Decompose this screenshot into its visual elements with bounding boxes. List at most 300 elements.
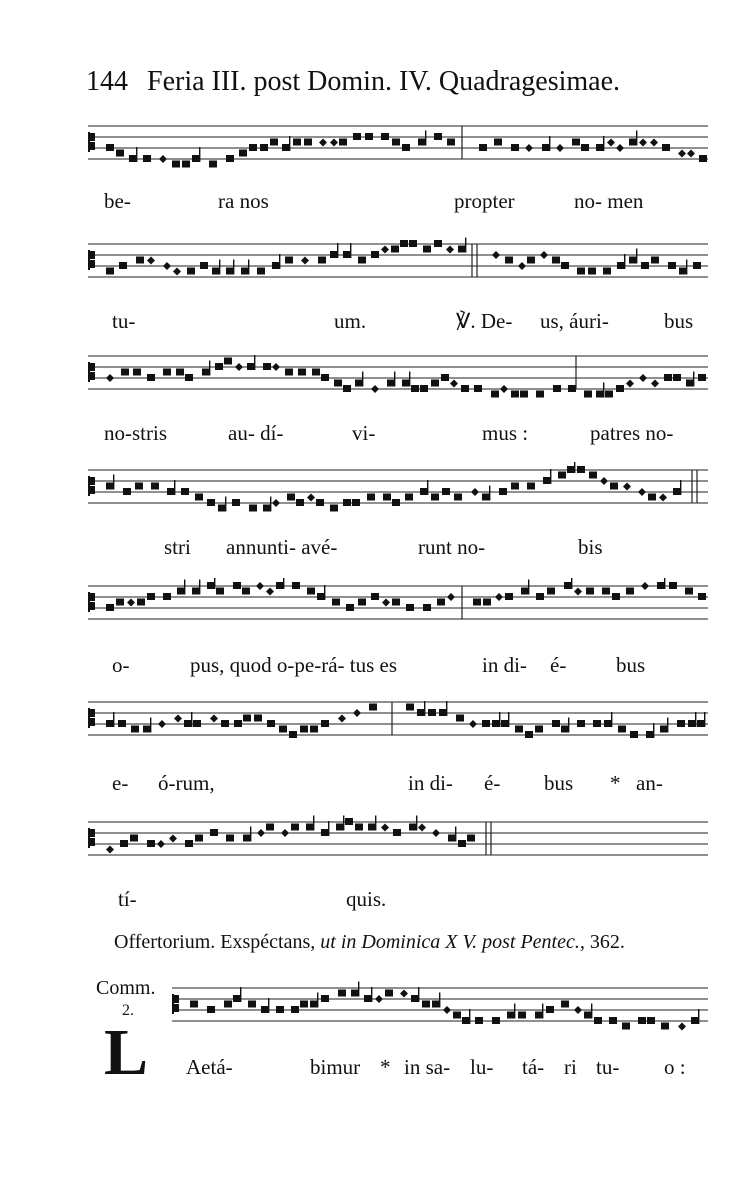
rhombus-note — [678, 150, 686, 158]
square-note — [367, 494, 375, 501]
square-note — [475, 1017, 483, 1024]
square-note — [243, 835, 251, 842]
square-note — [618, 726, 626, 733]
square-note — [330, 251, 338, 258]
note-stem — [704, 712, 705, 727]
square-note — [661, 1023, 669, 1030]
square-note — [385, 990, 393, 997]
rhombus-note — [330, 139, 338, 147]
square-note — [492, 720, 500, 727]
square-note — [181, 488, 189, 495]
square-note — [130, 835, 138, 842]
note-stem — [591, 1004, 592, 1019]
square-note — [296, 499, 304, 506]
square-note — [216, 588, 224, 595]
square-note — [291, 824, 299, 831]
square-note — [321, 720, 329, 727]
square-note — [552, 257, 560, 264]
square-note — [411, 995, 419, 1002]
square-note — [182, 161, 190, 168]
square-note — [588, 268, 596, 275]
square-note — [263, 363, 271, 370]
square-note — [343, 385, 351, 392]
square-note — [561, 262, 569, 269]
square-note — [147, 374, 155, 381]
staff — [0, 980, 753, 1044]
square-note — [336, 824, 344, 831]
square-note — [685, 588, 693, 595]
note-stem — [150, 718, 151, 733]
note-stem — [446, 701, 447, 716]
note-stem — [225, 497, 226, 512]
communion-mode: 2. — [122, 1002, 134, 1019]
square-note — [116, 599, 124, 606]
square-note — [276, 582, 284, 589]
square-note — [629, 257, 637, 264]
page-header — [86, 64, 726, 100]
square-note — [473, 599, 481, 606]
square-note — [285, 369, 293, 376]
note-stem — [653, 723, 654, 738]
note-stem — [469, 1009, 470, 1024]
rhombus-note — [525, 144, 533, 152]
note-stem — [240, 987, 241, 1002]
note-stem — [489, 486, 490, 501]
note-stem — [514, 1004, 515, 1019]
square-note — [668, 262, 676, 269]
note-stem — [542, 1004, 543, 1019]
square-note — [226, 268, 234, 275]
square-note — [428, 709, 436, 716]
lyrics-line — [0, 534, 753, 564]
square-note — [474, 385, 482, 392]
square-note — [123, 488, 131, 495]
note-stem — [248, 260, 249, 275]
rhombus-note — [381, 824, 389, 832]
square-note — [461, 385, 469, 392]
square-note — [306, 824, 314, 831]
square-note — [321, 374, 329, 381]
square-note — [616, 385, 624, 392]
note-stem — [568, 718, 569, 733]
square-note — [662, 144, 670, 151]
square-note — [437, 599, 445, 606]
rhombus-note — [518, 262, 526, 270]
note-stem — [337, 243, 338, 258]
square-note — [501, 720, 509, 727]
rhombus-note — [650, 139, 658, 147]
note-stem — [199, 580, 200, 595]
square-note — [418, 139, 426, 146]
square-note — [215, 363, 223, 370]
staff — [0, 236, 753, 302]
note-stem — [409, 372, 410, 387]
square-note — [133, 369, 141, 376]
rhombus-note — [381, 246, 389, 254]
square-note — [521, 588, 529, 595]
square-note — [167, 488, 175, 495]
rhombus-note — [678, 1023, 686, 1031]
note-stem — [394, 372, 395, 387]
square-note — [200, 262, 208, 269]
rhombus-note — [158, 720, 166, 728]
square-note — [669, 582, 677, 589]
square-note — [364, 995, 372, 1002]
syllable: ó-rum, — [158, 771, 215, 795]
square-note — [371, 251, 379, 258]
square-note — [369, 704, 377, 711]
square-note — [651, 257, 659, 264]
syllable: in di- — [408, 771, 453, 795]
square-note — [247, 363, 255, 370]
square-note — [697, 720, 705, 727]
square-note — [492, 1017, 500, 1024]
square-note — [536, 593, 544, 600]
square-note — [358, 599, 366, 606]
note-stem — [680, 480, 681, 495]
rhombus-note — [257, 829, 265, 837]
lyrics-line — [0, 420, 753, 450]
square-note — [439, 709, 447, 716]
square-note — [520, 391, 528, 398]
rhombus-note — [687, 150, 695, 158]
square-note — [564, 582, 572, 589]
square-note — [151, 483, 159, 490]
rhombus-note — [169, 835, 177, 843]
note-stem — [636, 131, 637, 146]
square-note — [242, 588, 250, 595]
note-stem — [549, 136, 550, 151]
rubric-incipit: Exspéctans, — [220, 931, 316, 953]
note-stem — [313, 816, 314, 831]
square-note — [119, 262, 127, 269]
note-stem — [624, 254, 625, 269]
note-stem — [233, 260, 234, 275]
drop-initial: L — [104, 1016, 149, 1089]
rhombus-note — [281, 829, 289, 837]
square-note — [577, 466, 585, 473]
square-note — [664, 374, 672, 381]
square-note — [226, 835, 234, 842]
rhombus-note — [371, 385, 379, 393]
square-note — [577, 268, 585, 275]
rhombus-note — [495, 593, 503, 601]
syllable: ℣. De- — [456, 309, 513, 333]
square-note — [254, 715, 262, 722]
square-note — [527, 257, 535, 264]
square-note — [270, 139, 278, 146]
syllable: be- — [104, 189, 131, 213]
square-note — [383, 494, 391, 501]
rhombus-note — [353, 709, 361, 717]
communion-label: Comm. — [96, 977, 156, 999]
clef-icon — [88, 362, 90, 382]
syllable: bus — [616, 653, 646, 677]
square-note — [420, 385, 428, 392]
square-note — [646, 731, 654, 738]
square-note — [609, 1017, 617, 1024]
rhombus-note — [443, 1006, 451, 1014]
square-note — [143, 155, 151, 162]
staff — [0, 578, 753, 640]
square-note — [195, 835, 203, 842]
square-note — [406, 704, 414, 711]
note-stem — [191, 712, 192, 727]
rhombus-note — [319, 139, 327, 147]
square-note — [417, 709, 425, 716]
note-stem — [636, 249, 637, 264]
square-note — [304, 139, 312, 146]
square-note — [177, 588, 185, 595]
square-note — [431, 494, 439, 501]
rhombus-note — [147, 257, 155, 265]
square-note — [163, 593, 171, 600]
syllable: no- men — [574, 189, 644, 213]
syllable: é- — [484, 771, 501, 795]
square-note — [131, 726, 139, 733]
rhombus-note — [174, 715, 182, 723]
syllable: pus, quod o-pe-rá- tus es — [190, 653, 398, 677]
offertory-rubric — [114, 928, 724, 956]
syllable: ra nos — [218, 189, 269, 213]
square-note — [249, 144, 257, 151]
square-note — [423, 246, 431, 253]
rhombus-note — [638, 488, 646, 496]
square-note — [365, 133, 373, 140]
note-stem — [268, 998, 269, 1013]
square-note — [603, 268, 611, 275]
square-note — [638, 1017, 646, 1024]
square-note — [207, 1006, 215, 1013]
square-note — [525, 731, 533, 738]
syllable: bus — [544, 771, 574, 795]
rhombus-note — [127, 599, 135, 607]
square-note — [184, 720, 192, 727]
syllable: quis. — [346, 887, 387, 911]
clef-icon — [88, 476, 90, 496]
clef-icon — [172, 994, 174, 1014]
square-note — [147, 840, 155, 847]
square-note — [192, 155, 200, 162]
syllable: é- — [550, 653, 567, 677]
square-note — [483, 599, 491, 606]
rhombus-note — [540, 251, 548, 259]
note-stem — [328, 821, 329, 836]
square-note — [210, 829, 218, 836]
square-note — [307, 588, 315, 595]
syllable: annunti- avé- — [226, 535, 338, 559]
rubric-reference: ut in Dominica X V. post Pentec., — [320, 931, 585, 953]
note-stem — [209, 361, 210, 376]
syllable: e- — [112, 771, 129, 795]
rhombus-note — [616, 144, 624, 152]
square-note — [441, 374, 449, 381]
rhombus-note — [639, 139, 647, 147]
square-note — [332, 599, 340, 606]
page-number: 144 — [86, 66, 128, 97]
square-note — [552, 720, 560, 727]
square-note — [135, 483, 143, 490]
syllable: o- — [112, 653, 130, 677]
rhombus-note — [492, 251, 500, 259]
square-note — [316, 499, 324, 506]
square-note — [568, 385, 576, 392]
square-note — [321, 829, 329, 836]
square-note — [343, 499, 351, 506]
square-note — [679, 268, 687, 275]
square-note — [233, 582, 241, 589]
rhombus-note — [106, 846, 114, 854]
note-stem — [270, 497, 271, 512]
square-note — [392, 139, 400, 146]
square-note — [312, 369, 320, 376]
syllable: patres no- — [590, 421, 674, 445]
square-note — [232, 499, 240, 506]
rhombus-note — [272, 499, 280, 507]
rhombus-note — [626, 380, 634, 388]
square-note — [321, 995, 329, 1002]
square-note — [491, 391, 499, 398]
square-note — [190, 1001, 198, 1008]
square-note — [535, 726, 543, 733]
square-note — [677, 720, 685, 727]
rhombus-note — [307, 494, 315, 502]
lyrics-line — [0, 308, 753, 338]
rhombus-note — [659, 494, 667, 502]
rhombus-note — [447, 593, 455, 601]
note-stem — [199, 147, 200, 162]
square-note — [392, 599, 400, 606]
square-note — [391, 246, 399, 253]
square-note — [243, 715, 251, 722]
rhombus-note — [163, 262, 171, 270]
lyrics-line — [0, 188, 753, 218]
square-note — [494, 139, 502, 146]
syllable: in di- — [482, 653, 527, 677]
square-note — [409, 824, 417, 831]
square-note — [318, 257, 326, 264]
rhombus-note — [641, 582, 649, 590]
square-note — [192, 588, 200, 595]
square-note — [561, 1001, 569, 1008]
square-note — [577, 720, 585, 727]
square-note — [260, 144, 268, 151]
square-note — [626, 588, 634, 595]
staff — [0, 462, 753, 524]
square-note — [276, 1006, 284, 1013]
clef-icon — [88, 592, 90, 612]
square-note — [226, 155, 234, 162]
square-note — [120, 840, 128, 847]
note-stem — [371, 987, 372, 1002]
rhombus-note — [301, 257, 309, 265]
square-note — [610, 483, 618, 490]
square-note — [345, 818, 353, 825]
staff — [0, 118, 753, 178]
note-stem — [219, 260, 220, 275]
rhombus-note — [651, 380, 659, 388]
square-note — [267, 720, 275, 727]
rhombus-note — [471, 488, 479, 496]
square-note — [629, 139, 637, 146]
note-stem — [455, 827, 456, 842]
square-note — [558, 472, 566, 479]
syllable: us, áuri- — [540, 309, 609, 333]
page-title: Feria III. post Domin. IV. Quadragesimae. — [147, 66, 621, 97]
note-stem — [375, 816, 376, 831]
note-stem — [571, 578, 572, 589]
square-note — [338, 990, 346, 997]
square-note — [310, 1001, 318, 1008]
square-note — [248, 1001, 256, 1008]
rhombus-note — [272, 363, 280, 371]
square-note — [212, 268, 220, 275]
square-note — [462, 1017, 470, 1024]
square-note — [106, 720, 114, 727]
note-stem — [424, 701, 425, 716]
square-note — [622, 1023, 630, 1030]
square-note — [405, 494, 413, 501]
rhombus-note — [446, 246, 454, 254]
square-note — [581, 144, 589, 151]
square-note — [596, 391, 604, 398]
square-note — [207, 582, 215, 589]
square-note — [482, 720, 490, 727]
square-note — [393, 829, 401, 836]
square-note — [249, 505, 257, 512]
square-note — [542, 144, 550, 151]
square-note — [673, 488, 681, 495]
square-note — [106, 144, 114, 151]
square-note — [289, 731, 297, 738]
square-note — [686, 380, 694, 387]
square-note — [241, 268, 249, 275]
square-note — [261, 1006, 269, 1013]
square-note — [207, 499, 215, 506]
square-note — [641, 262, 649, 269]
square-note — [292, 582, 300, 589]
square-note — [221, 720, 229, 727]
rhombus-note — [235, 363, 243, 371]
syllable: tí- — [118, 887, 137, 911]
lyrics-line — [0, 652, 753, 682]
note-stem — [289, 136, 290, 151]
note-stem — [358, 982, 359, 997]
rhombus-note — [382, 599, 390, 607]
square-note — [282, 144, 290, 151]
square-note — [499, 488, 507, 495]
square-note — [239, 150, 247, 157]
rhombus-note — [266, 588, 274, 596]
syllable: o : — [664, 1055, 686, 1079]
square-note — [657, 582, 665, 589]
square-note — [699, 155, 707, 162]
note-stem — [279, 254, 280, 269]
rhombus-note — [600, 477, 608, 485]
square-note — [553, 385, 561, 392]
note-stem — [214, 578, 215, 589]
square-note — [511, 483, 519, 490]
square-note — [691, 1017, 699, 1024]
square-note — [518, 1012, 526, 1019]
square-note — [456, 715, 464, 722]
note-stem — [611, 712, 612, 727]
rhombus-note — [157, 840, 165, 848]
note-stem — [427, 480, 428, 495]
square-note — [368, 824, 376, 831]
square-note — [447, 139, 455, 146]
syllable: no-stris — [104, 421, 167, 445]
